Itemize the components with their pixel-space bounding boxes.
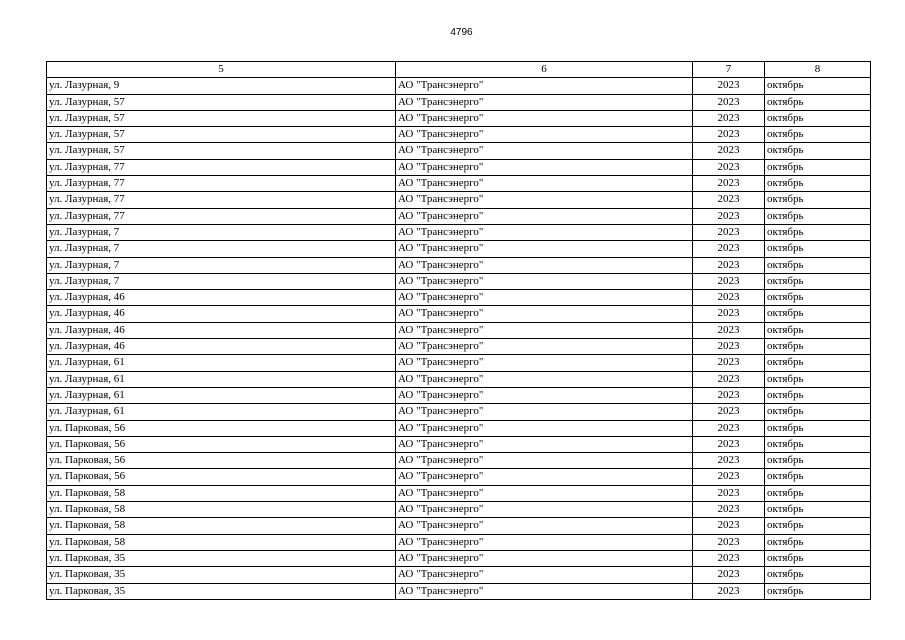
month-cell: октябрь	[765, 143, 871, 159]
organization-cell: АО "Трансэнерго"	[396, 110, 693, 126]
month-cell: октябрь	[765, 306, 871, 322]
address-cell: ул. Парковая, 35	[47, 567, 396, 583]
month-cell: октябрь	[765, 469, 871, 485]
year-cell: 2023	[693, 355, 765, 371]
month-cell: октябрь	[765, 208, 871, 224]
address-cell: ул. Лазурная, 77	[47, 176, 396, 192]
table-row	[47, 404, 871, 420]
address-cell: ул. Лазурная, 7	[47, 257, 396, 273]
month-cell: октябрь	[765, 404, 871, 420]
table-row	[47, 534, 871, 550]
organization-cell: АО "Трансэнерго"	[396, 192, 693, 208]
month-cell: октябрь	[765, 518, 871, 534]
month-cell: октябрь	[765, 290, 871, 306]
table-row	[47, 567, 871, 583]
month-cell: октябрь	[765, 567, 871, 583]
organization-cell: АО "Трансэнерго"	[396, 273, 693, 289]
year-cell: 2023	[693, 339, 765, 355]
year-cell: 2023	[693, 78, 765, 94]
address-cell: ул. Парковая, 35	[47, 583, 396, 599]
organization-cell: АО "Трансэнерго"	[396, 322, 693, 338]
organization-cell: АО "Трансэнерго"	[396, 550, 693, 566]
organization-cell: АО "Трансэнерго"	[396, 387, 693, 403]
table-row	[47, 550, 871, 566]
year-cell: 2023	[693, 485, 765, 501]
table-row	[47, 387, 871, 403]
table-row	[47, 485, 871, 501]
organization-cell: АО "Трансэнерго"	[396, 257, 693, 273]
table-row	[47, 306, 871, 322]
year-cell: 2023	[693, 208, 765, 224]
header-cell-6: 6	[396, 62, 693, 78]
address-cell: ул. Лазурная, 9	[47, 78, 396, 94]
year-cell: 2023	[693, 453, 765, 469]
month-cell: октябрь	[765, 159, 871, 175]
address-cell: ул. Парковая, 56	[47, 436, 396, 452]
address-cell: ул. Парковая, 58	[47, 502, 396, 518]
year-cell: 2023	[693, 420, 765, 436]
table-row	[47, 78, 871, 94]
address-cell: ул. Лазурная, 77	[47, 192, 396, 208]
month-cell: октябрь	[765, 387, 871, 403]
table-row	[47, 110, 871, 126]
table-row	[47, 176, 871, 192]
month-cell: октябрь	[765, 273, 871, 289]
address-cell: ул. Лазурная, 61	[47, 355, 396, 371]
address-cell: ул. Лазурная, 57	[47, 127, 396, 143]
table-row	[47, 257, 871, 273]
month-cell: октябрь	[765, 339, 871, 355]
table-row	[47, 241, 871, 257]
month-cell: октябрь	[765, 420, 871, 436]
address-cell: ул. Лазурная, 46	[47, 290, 396, 306]
table-row	[47, 436, 871, 452]
year-cell: 2023	[693, 371, 765, 387]
organization-cell: АО "Трансэнерго"	[396, 371, 693, 387]
year-cell: 2023	[693, 583, 765, 599]
address-cell: ул. Парковая, 58	[47, 518, 396, 534]
address-cell: ул. Лазурная, 46	[47, 322, 396, 338]
header-cell-8: 8	[765, 62, 871, 78]
address-cell: ул. Лазурная, 46	[47, 306, 396, 322]
table-row	[47, 518, 871, 534]
month-cell: октябрь	[765, 502, 871, 518]
month-cell: октябрь	[765, 127, 871, 143]
year-cell: 2023	[693, 436, 765, 452]
month-cell: октябрь	[765, 371, 871, 387]
table-row	[47, 224, 871, 240]
address-cell: ул. Лазурная, 77	[47, 159, 396, 175]
year-cell: 2023	[693, 159, 765, 175]
year-cell: 2023	[693, 502, 765, 518]
year-cell: 2023	[693, 192, 765, 208]
month-cell: октябрь	[765, 176, 871, 192]
address-cell: ул. Лазурная, 77	[47, 208, 396, 224]
table-row	[47, 420, 871, 436]
month-cell: октябрь	[765, 224, 871, 240]
organization-cell: АО "Трансэнерго"	[396, 583, 693, 599]
month-cell: октябрь	[765, 110, 871, 126]
data-table	[46, 61, 871, 600]
table-row	[47, 290, 871, 306]
year-cell: 2023	[693, 567, 765, 583]
address-cell: ул. Лазурная, 61	[47, 387, 396, 403]
organization-cell: АО "Трансэнерго"	[396, 143, 693, 159]
table-row	[47, 192, 871, 208]
organization-cell: АО "Трансэнерго"	[396, 176, 693, 192]
address-cell: ул. Лазурная, 7	[47, 224, 396, 240]
table-row	[47, 127, 871, 143]
address-cell: ул. Лазурная, 57	[47, 110, 396, 126]
organization-cell: АО "Трансэнерго"	[396, 339, 693, 355]
header-row	[47, 62, 871, 78]
year-cell: 2023	[693, 469, 765, 485]
address-cell: ул. Парковая, 56	[47, 453, 396, 469]
year-cell: 2023	[693, 94, 765, 110]
year-cell: 2023	[693, 143, 765, 159]
table-row	[47, 583, 871, 599]
year-cell: 2023	[693, 127, 765, 143]
table-row	[47, 273, 871, 289]
table-row	[47, 502, 871, 518]
table-row	[47, 453, 871, 469]
table-body	[47, 78, 871, 600]
month-cell: октябрь	[765, 192, 871, 208]
table-row	[47, 94, 871, 110]
header-cell-7: 7	[693, 62, 765, 78]
address-cell: ул. Парковая, 58	[47, 485, 396, 501]
year-cell: 2023	[693, 322, 765, 338]
address-cell: ул. Лазурная, 57	[47, 143, 396, 159]
year-cell: 2023	[693, 273, 765, 289]
address-cell: ул. Парковая, 58	[47, 534, 396, 550]
year-cell: 2023	[693, 534, 765, 550]
month-cell: октябрь	[765, 94, 871, 110]
month-cell: октябрь	[765, 583, 871, 599]
organization-cell: АО "Трансэнерго"	[396, 567, 693, 583]
month-cell: октябрь	[765, 257, 871, 273]
month-cell: октябрь	[765, 355, 871, 371]
organization-cell: АО "Трансэнерго"	[396, 534, 693, 550]
year-cell: 2023	[693, 306, 765, 322]
month-cell: октябрь	[765, 322, 871, 338]
address-cell: ул. Лазурная, 46	[47, 339, 396, 355]
header-cell-5: 5	[47, 62, 396, 78]
organization-cell: АО "Трансэнерго"	[396, 127, 693, 143]
year-cell: 2023	[693, 518, 765, 534]
month-cell: октябрь	[765, 453, 871, 469]
year-cell: 2023	[693, 290, 765, 306]
year-cell: 2023	[693, 387, 765, 403]
table-row	[47, 339, 871, 355]
year-cell: 2023	[693, 550, 765, 566]
year-cell: 2023	[693, 176, 765, 192]
address-cell: ул. Парковая, 35	[47, 550, 396, 566]
address-cell: ул. Лазурная, 57	[47, 94, 396, 110]
organization-cell: АО "Трансэнерго"	[396, 518, 693, 534]
address-cell: ул. Лазурная, 7	[47, 241, 396, 257]
month-cell: октябрь	[765, 550, 871, 566]
month-cell: октябрь	[765, 485, 871, 501]
address-cell: ул. Парковая, 56	[47, 469, 396, 485]
organization-cell: АО "Трансэнерго"	[396, 436, 693, 452]
address-cell: ул. Парковая, 56	[47, 420, 396, 436]
organization-cell: АО "Трансэнерго"	[396, 485, 693, 501]
organization-cell: АО "Трансэнерго"	[396, 208, 693, 224]
table-row	[47, 322, 871, 338]
organization-cell: АО "Трансэнерго"	[396, 78, 693, 94]
address-cell: ул. Лазурная, 61	[47, 404, 396, 420]
table-row	[47, 143, 871, 159]
year-cell: 2023	[693, 241, 765, 257]
organization-cell: АО "Трансэнерго"	[396, 224, 693, 240]
month-cell: октябрь	[765, 241, 871, 257]
table-row	[47, 469, 871, 485]
month-cell: октябрь	[765, 534, 871, 550]
table-row	[47, 371, 871, 387]
organization-cell: АО "Трансэнерго"	[396, 306, 693, 322]
organization-cell: АО "Трансэнерго"	[396, 94, 693, 110]
year-cell: 2023	[693, 404, 765, 420]
page-number: 4796	[450, 27, 473, 38]
organization-cell: АО "Трансэнерго"	[396, 469, 693, 485]
month-cell: октябрь	[765, 436, 871, 452]
organization-cell: АО "Трансэнерго"	[396, 159, 693, 175]
year-cell: 2023	[693, 110, 765, 126]
organization-cell: АО "Трансэнерго"	[396, 502, 693, 518]
table-row	[47, 208, 871, 224]
year-cell: 2023	[693, 224, 765, 240]
organization-cell: АО "Трансэнерго"	[396, 241, 693, 257]
address-cell: ул. Лазурная, 61	[47, 371, 396, 387]
month-cell: октябрь	[765, 78, 871, 94]
organization-cell: АО "Трансэнерго"	[396, 355, 693, 371]
address-cell: ул. Лазурная, 7	[47, 273, 396, 289]
table-row	[47, 355, 871, 371]
organization-cell: АО "Трансэнерго"	[396, 290, 693, 306]
year-cell: 2023	[693, 257, 765, 273]
organization-cell: АО "Трансэнерго"	[396, 420, 693, 436]
table-row	[47, 159, 871, 175]
organization-cell: АО "Трансэнерго"	[396, 404, 693, 420]
organization-cell: АО "Трансэнерго"	[396, 453, 693, 469]
